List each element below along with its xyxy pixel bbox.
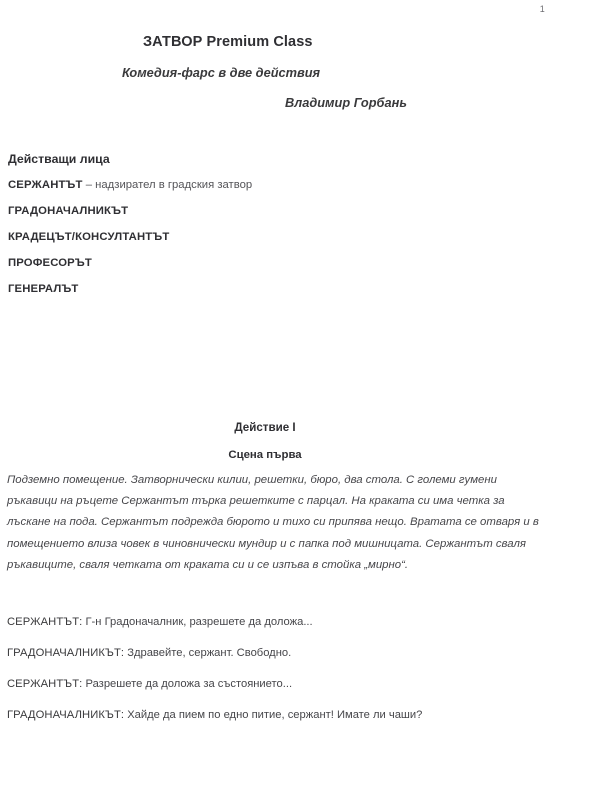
stage-direction-paragraph: Подземно помещение. Затворнически килии, решетки, бюро, два стола. С големи гумени ръкавици на ръцете Сержантът търка решетките с парцал. На краката си има четка за лъскане на пода. Сержантът подрежда бюрото и тихо си припява нещо. Вратата се отваря и в помещението влиза човек в чиновнически мундир и с папка под мишницата. Сержантът сваля ръкавиците, сваля четката от краката си и се изпъва в стойка „мирно“. <box>7 474 539 571</box>
page-number: 1 <box>539 4 545 14</box>
character-name: СЕРЖАНТЪТ <box>8 178 83 191</box>
characters-section <box>8 152 548 296</box>
document-author: Владимир Горбань <box>285 94 407 110</box>
character-description: – надзирател в градския затвор <box>82 178 253 191</box>
character-name: КРАДЕЦЪТ/КОНСУЛТАНТЪТ <box>8 230 170 243</box>
dialogue-text: Разрешете да доложа за състоянието... <box>82 678 293 690</box>
list-item <box>8 205 548 219</box>
speaker-name: СЕРЖАНТЪТ: <box>7 678 83 690</box>
dialogue-text: Здравейте, сержант. Свободно. <box>124 647 292 659</box>
list-item <box>8 283 548 297</box>
speaker-name: СЕРЖАНТЪТ: <box>7 616 83 628</box>
list-item <box>8 179 548 193</box>
character-name: ПРОФЕСОРЪТ <box>8 256 92 269</box>
dialogue-section <box>7 612 477 725</box>
list-item <box>8 231 548 245</box>
dialogue-text: Г-н Градоначалник, разрешете да доложа... <box>82 616 313 628</box>
document-subtitle: Комедия-фарс в две действия <box>122 65 321 81</box>
characters-heading: Действащи лица <box>8 152 110 166</box>
list-item <box>8 257 548 271</box>
dialogue-text: Хайде да пием по едно питие, сержант! Имате ли чаши? <box>124 709 423 721</box>
act-title: Действие I <box>234 421 296 434</box>
dialogue-line <box>7 705 477 725</box>
dialogue-line <box>7 612 477 632</box>
dialogue-line <box>7 643 477 663</box>
scene-title: Сцена първа <box>228 448 302 461</box>
speaker-name: ГРАДОНАЧАЛНИКЪТ: <box>7 709 125 721</box>
act-section <box>0 421 600 463</box>
speaker-name: ГРАДОНАЧАЛНИКЪТ: <box>7 647 125 659</box>
character-name: ГЕНЕРАЛЪТ <box>8 282 79 295</box>
dialogue-line <box>7 674 477 694</box>
character-name: ГРАДОНАЧАЛНИКЪТ <box>8 204 129 217</box>
title-block <box>0 34 600 110</box>
page-title: ЗАТВОР Premium Class <box>143 34 313 50</box>
